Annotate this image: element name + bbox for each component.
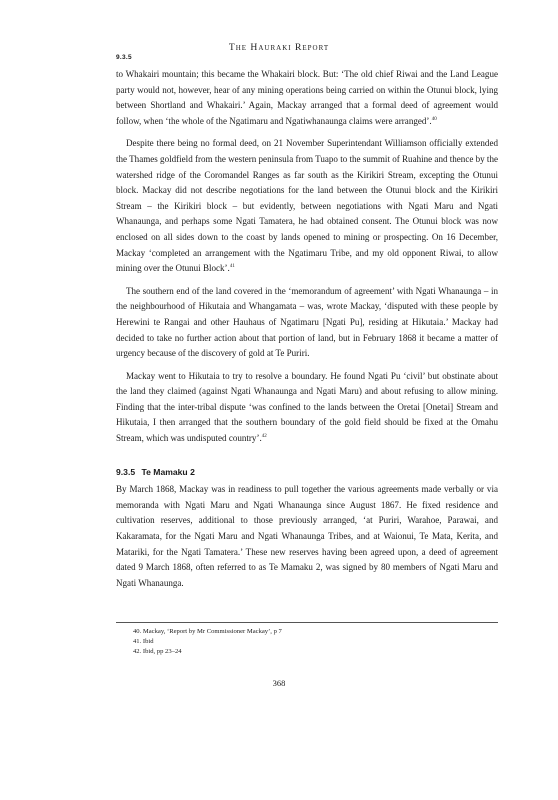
footnote-divider: [116, 622, 498, 623]
subsection-heading: [116, 465, 498, 481]
footnote-ref: 40: [431, 116, 437, 122]
footnote: 41. Ibid: [133, 638, 154, 645]
paragraph-text: By March 1868, Mackay was in readiness to pull together the various agreements made verbally or via memoranda with Ngati Maru and Ngati Whanaunga since August 1867. He fixed residence and cultivation reserves, additional to those previously arranged, ‘at Puriri, Warahoe, Parawai, and Kakaramata, for the Ngati Maru and Ngati Whanaunga Tribes, and at Waionui, Te Mata, Kerita, and Matariki, for the Ngati Tamatera.’ These new reserves having been agreed upon, a deed of agreement dated 9 March 1868, often referred to as Te Mamaku 2, was signed by 80 members of Ngati Maru and Ngati Whanaunga.: [116, 484, 498, 588]
paragraph-text: The southern end of the land covered in the ‘memorandum of agreement’ with Ngati Whanaunga – in the neighbourhood of Hikutaia and Whangamata – was, wrote Mackay, ‘disputed with these people by Herewini te Rangai and other Hauhaus of Ngatimaru [Ngati Pu], residing at Hikutaia.’ Mackay had decided to take no further action about that portion of land, but in February 1868 it became a matter of urgency because of the discovery of gold at Te Puriri.: [116, 285, 498, 359]
paragraph: [116, 482, 498, 591]
paragraph: [116, 369, 498, 447]
paragraph-text: Despite there being no formal deed, on 21 November Superintendant Williamson officially extended the Thames goldfield from the western peninsula from Tuapo to the summit of Ruahine and thence by the watershed ridge of the Coromandel Ranges as far south as the Kirikiri Stream, excepting the Otunui block. Mackay did not describe negotiations for the land between the Otunui block and the Kirikiri Stream – the Kirikiri block – but evidently, between negotiations with Ngati Maru and Ngati Whanaunga, and perhaps some Ngati Tamatera, he had obtained consent. The Otunui block was now enclosed on all sides down to the coast by lands opened to mining or prospecting. On 16 December, Mackay ‘completed an arrangement with the Ngatimaru Tribe, and my old opponent Riwai, to allow mining over the Otunui Block’.: [116, 138, 498, 274]
running-head: The Hauraki Report: [228, 42, 330, 53]
footnote: 40. Mackay, ‘Report by Mr Commissioner Mackay’, p 7: [133, 628, 282, 635]
footnote-ref: 41: [229, 264, 235, 270]
body-text: [116, 67, 498, 598]
footnote: 42. Ibid, pp 23–24: [133, 648, 182, 655]
subsection-number: 9.3.5: [116, 466, 136, 477]
paragraph: [116, 284, 498, 362]
paragraph-text: to Whakairi mountain; this became the Whakairi block. But: ‘The old chief Riwai and the Land League party would not, however, hear of any mining operations being carried on within the Otunui block, lying between Shortland and Whakairi.’ Again, Mackay arranged that a formal deed of agreement would follow, when ‘the whole of the Ngatimaru and Ngatiwhanaunga claims were arranged’.: [116, 69, 498, 126]
paragraph: [116, 136, 498, 276]
section-number-tag: 9.3.5: [116, 54, 132, 61]
footnote-ref: 42: [261, 434, 267, 440]
paragraph: [116, 67, 498, 129]
paragraph-text: Mackay went to Hikutaia to try to resolve a boundary. He found Ngati Pu ‘civil’ but obstinate about the land they claimed (against Ngati Whanaunga and Ngati Maru) and about refusing to allow mining. Finding that the inter-tribal dispute ‘was confined to the lands between the Oretai [Onetai] Stream and Hikutaia, I then arranged that the southern boundary of the gold field should be fixed at the Omahu Stream, which was undisputed country’.: [116, 370, 498, 444]
page-number: 368: [272, 678, 286, 688]
subsection-title: Te Mamaku 2: [141, 466, 195, 477]
footnotes: [133, 627, 282, 657]
